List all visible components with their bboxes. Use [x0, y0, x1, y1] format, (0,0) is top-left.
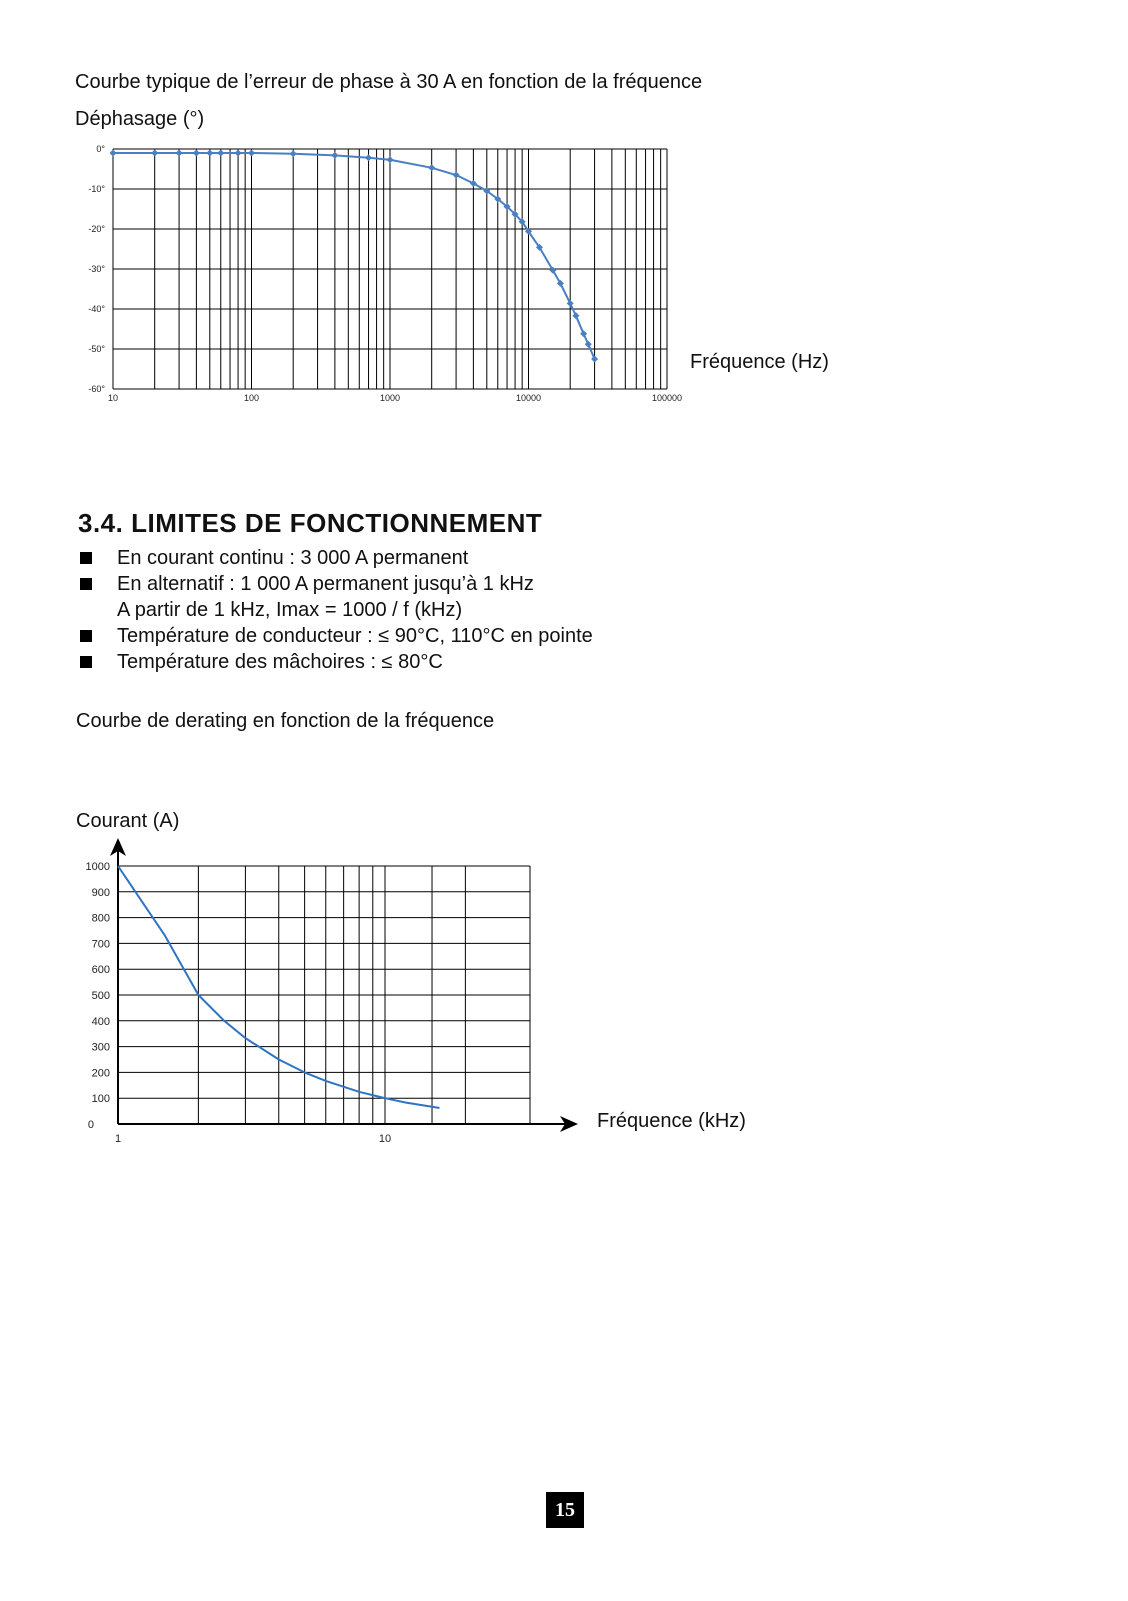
- data-point-marker: [110, 150, 117, 157]
- data-point-marker: [428, 164, 435, 171]
- y-tick-label: -40°: [88, 304, 105, 314]
- data-point-marker: [331, 152, 338, 159]
- y-tick-label: 200: [91, 1067, 110, 1080]
- list-item: [80, 649, 593, 675]
- list-item: [80, 545, 593, 571]
- chart1-caption: Courbe typique de l’erreur de phase à 30 A en fonction de la fréquence: [75, 71, 703, 93]
- x-tick-label: 100000: [651, 393, 683, 403]
- y-tick-label: 900: [91, 886, 110, 899]
- list-item: [80, 571, 593, 623]
- chart2-xlabel: Fréquence (kHz): [597, 1110, 746, 1132]
- derating-chart: [70, 830, 600, 1160]
- y-tick-label: 0°: [96, 144, 105, 154]
- chart2-ylabel: Courant (A): [76, 810, 180, 832]
- y-tick-label: 300: [91, 1041, 110, 1054]
- data-point-marker: [365, 154, 372, 161]
- y-tick-label: 800: [91, 912, 110, 925]
- bullet-square-icon: [80, 578, 92, 590]
- list-item-subtext: A partir de 1 kHz, Imax = 1000 / f (kHz): [117, 599, 463, 621]
- data-point-marker: [591, 356, 598, 363]
- phase-error-chart: [70, 135, 780, 415]
- y-tick-label: 0: [87, 1119, 94, 1131]
- chart2-caption: Courbe de derating en fonction de la fréquence: [76, 710, 495, 732]
- data-point-marker: [387, 156, 394, 163]
- data-point-marker: [248, 150, 255, 157]
- list-item: [80, 623, 593, 649]
- y-tick-label: -10°: [88, 184, 105, 194]
- y-tick-label: 1000: [85, 861, 110, 873]
- data-point-marker: [580, 330, 587, 337]
- list-item-text: Température de conducteur : ≤ 90°C, 110°C en pointe: [117, 625, 593, 647]
- data-point-marker: [290, 150, 297, 157]
- x-tick-label: 10: [107, 393, 119, 403]
- data-point-marker: [235, 150, 242, 157]
- x-tick-label: 10: [378, 1133, 392, 1145]
- y-tick-label: -20°: [88, 224, 105, 234]
- data-point-marker: [193, 150, 200, 157]
- chart1-xlabel: Fréquence (Hz): [690, 351, 829, 373]
- x-tick-label: 1: [114, 1133, 122, 1145]
- y-tick-label: 400: [91, 1015, 110, 1028]
- data-point-marker: [567, 300, 574, 307]
- x-tick-label: 1000: [379, 393, 401, 403]
- x-tick-label: 10000: [515, 393, 542, 403]
- y-tick-label: -50°: [88, 344, 105, 354]
- list-item-text: En courant continu : 3 000 A permanent: [117, 547, 469, 569]
- data-point-marker: [151, 150, 158, 157]
- list-item-text: Température des mâchoires : ≤ 80°C: [117, 651, 443, 673]
- limits-list: [80, 545, 593, 675]
- data-point-marker: [206, 150, 213, 157]
- section-title: 3.4. LIMITES DE FONCTIONNEMENT: [78, 508, 543, 538]
- data-point-marker: [217, 150, 224, 157]
- y-tick-label: -30°: [88, 264, 105, 274]
- data-point-marker: [453, 172, 460, 179]
- x-tick-label: 100: [243, 393, 260, 403]
- chart1-ylabel: Déphasage (°): [75, 108, 205, 130]
- bullet-square-icon: [80, 552, 92, 564]
- data-point-marker: [176, 150, 183, 157]
- y-tick-label: 500: [91, 990, 110, 1002]
- data-point-marker: [572, 312, 579, 319]
- y-tick-label: 600: [91, 964, 110, 977]
- data-point-marker: [585, 341, 592, 348]
- y-tick-label: -60°: [88, 384, 105, 394]
- y-tick-label: 100: [91, 1093, 110, 1106]
- list-item-text: En alternatif : 1 000 A permanent jusqu’à 1 kHz: [117, 573, 534, 595]
- y-tick-label: 700: [91, 938, 110, 951]
- page-number: 15: [546, 1492, 584, 1528]
- bullet-square-icon: [80, 656, 92, 668]
- bullet-square-icon: [80, 630, 92, 642]
